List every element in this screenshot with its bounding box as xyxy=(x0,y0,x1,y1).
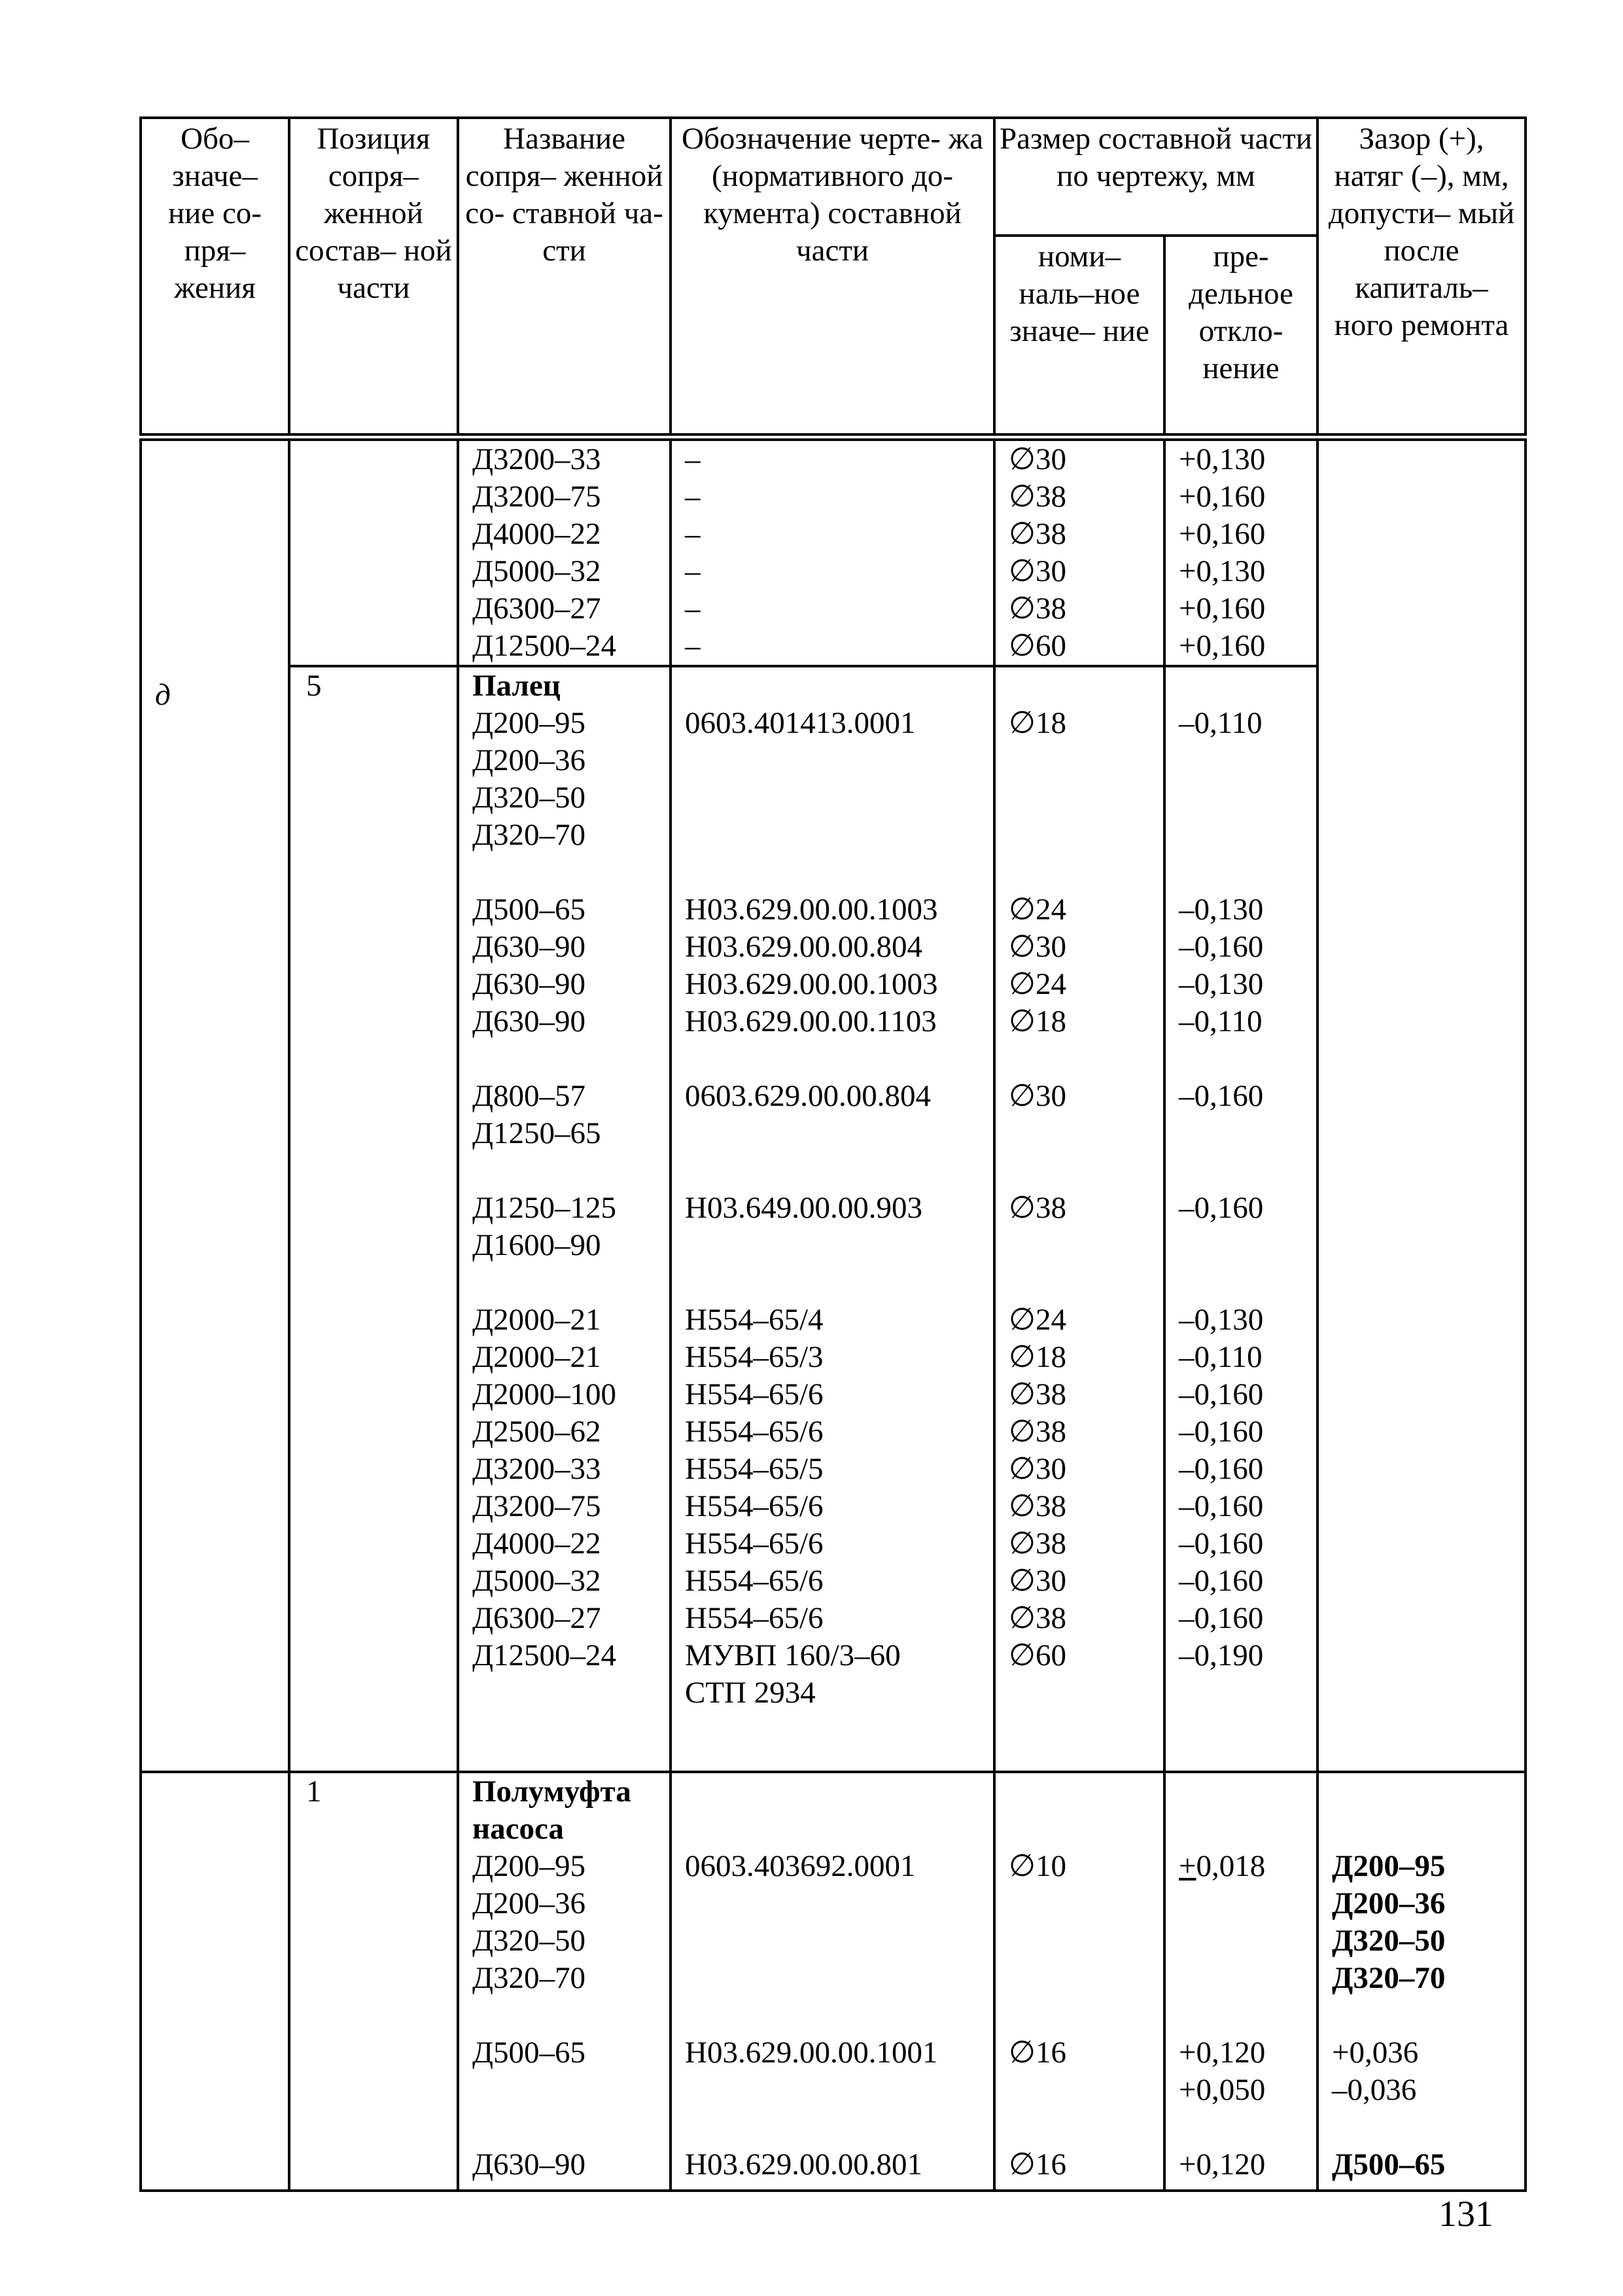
position-cell xyxy=(289,666,458,1772)
part-name: Д630–90 xyxy=(472,967,586,1001)
drawing-code: Н554–65/6 xyxy=(685,1489,824,1523)
nominal-value xyxy=(1009,2072,1150,2109)
header-clearance: Зазор (+), натяг (–), мм, допусти– мый после капиталь– ного ремонта xyxy=(1318,118,1526,437)
header-position: Позиция сопря– женной состав– ной части xyxy=(289,118,458,437)
drawing-code: 0603.629.00.00.804 xyxy=(685,1079,931,1113)
drawing-code: 0603.401413.0001 xyxy=(685,706,916,740)
deviation-value: –0,160 xyxy=(1179,930,1264,964)
part-name: Д200–95 xyxy=(472,1849,586,1883)
drawing-code: – xyxy=(685,442,701,476)
part-name: Д5000–32 xyxy=(472,554,601,588)
part-name: Д3200–75 xyxy=(472,1489,601,1523)
drawing-code: СТП 2934 xyxy=(685,1676,816,1710)
nominal-value: ∅24 xyxy=(1009,1303,1066,1337)
drawing-code xyxy=(685,742,980,779)
nominal-value: ∅30 xyxy=(1009,442,1066,476)
deviation-value: –0,160 xyxy=(1179,1377,1264,1411)
deviation-value: +0,130 xyxy=(1179,442,1266,476)
deviation-value: +0,050 xyxy=(1179,2073,1266,2107)
drawing-code: Н554–65/5 xyxy=(685,1452,824,1486)
part-name: Д200–95 xyxy=(472,706,586,740)
clearance-value: –0,036 xyxy=(1332,2073,1417,2107)
drawing-code xyxy=(685,1227,980,1264)
part-name: Д5000–32 xyxy=(472,1564,601,1598)
drawing-code xyxy=(685,854,980,891)
nominal-value: ∅24 xyxy=(1009,967,1066,1001)
drawing-code: – xyxy=(685,517,701,551)
deviation-value xyxy=(1179,1227,1303,1264)
clearance-value: Д320–50 xyxy=(1332,1924,1446,1958)
drawing-code xyxy=(685,1040,980,1078)
drawing-code xyxy=(685,779,980,817)
deviation-value xyxy=(1179,1848,1303,1885)
deviation-value xyxy=(1179,1152,1303,1190)
part-name xyxy=(472,2109,656,2146)
deviation-value xyxy=(1179,1040,1303,1078)
part-name: Д2500–62 xyxy=(472,1415,601,1449)
nominal-value xyxy=(1009,1997,1150,2034)
nominal-value xyxy=(1009,854,1150,891)
deviation-value: –0,110 xyxy=(1179,1004,1263,1038)
nominal-value: ∅38 xyxy=(1009,1415,1066,1449)
part-name: Д320–70 xyxy=(472,1961,586,1995)
header-deviation: пре- дельное откло- нение xyxy=(1164,236,1318,437)
drawing-code: Н554–65/6 xyxy=(685,1527,824,1561)
nominal-value: ∅38 xyxy=(1009,1489,1066,1523)
nominal-value xyxy=(1009,779,1150,817)
nominal-value xyxy=(1009,1152,1150,1190)
deviation-value xyxy=(1179,779,1303,817)
clearance-value: Д500–65 xyxy=(1332,2147,1446,2181)
position-cell-empty xyxy=(289,437,458,666)
clearance-value: Д320–70 xyxy=(1332,1961,1446,1995)
deviation-value-rest: 0,018 xyxy=(1196,1849,1266,1883)
drawing-code: – xyxy=(685,554,701,588)
nominal-value xyxy=(1009,1922,1150,1960)
part-name: Д6300–27 xyxy=(472,592,601,626)
drawing-code: – xyxy=(685,629,701,663)
mating-designation-cell xyxy=(141,437,289,1772)
nominal-value: ∅16 xyxy=(1009,2036,1066,2070)
deviation-value: –0,160 xyxy=(1179,1489,1264,1523)
deviation-value xyxy=(1179,742,1303,779)
part-name xyxy=(472,1997,656,2034)
drawing-code: Н554–65/6 xyxy=(685,1415,824,1449)
clearance-value: Д200–36 xyxy=(1332,1886,1446,1920)
clearance-cell-empty xyxy=(1318,437,1526,1772)
clearance-value: Д200–95 xyxy=(1332,1849,1446,1883)
drawing-code: – xyxy=(685,592,701,626)
names-cell-block3 xyxy=(458,1772,671,2191)
drawing-code: Н03.649.00.00.903 xyxy=(685,1191,922,1225)
deviation-value xyxy=(1179,1115,1303,1152)
deviation-cell-block1 xyxy=(1164,437,1318,666)
drawing-code xyxy=(685,817,980,854)
drawing-code: Н554–65/6 xyxy=(685,1377,824,1411)
nominal-value xyxy=(1009,1885,1150,1922)
deviation-value: –0,190 xyxy=(1179,1638,1264,1672)
nominal-value: ∅24 xyxy=(1009,892,1066,927)
mating-parts-table xyxy=(139,116,1527,2192)
deviation-value: –0,130 xyxy=(1179,967,1264,1001)
drawing-code: Н03.629.00.00.1003 xyxy=(685,967,938,1001)
part-name xyxy=(472,1264,656,1301)
part-name: Д4000–22 xyxy=(472,517,601,551)
mating-designation-cell-empty xyxy=(141,1772,289,2191)
deviation-value: –0,130 xyxy=(1179,1303,1264,1337)
drawing-code: – xyxy=(685,480,701,514)
clearance-value: +0,036 xyxy=(1332,2036,1419,2070)
deviation-value: –0,110 xyxy=(1179,1340,1263,1374)
drawing-code xyxy=(685,1264,980,1301)
part-name: Д800–57 xyxy=(472,1079,586,1113)
deviation-value: –0,130 xyxy=(1179,892,1264,927)
part-name: Д630–90 xyxy=(472,1004,586,1038)
part-name: Д1600–90 xyxy=(472,1228,601,1262)
drawing-code xyxy=(685,2109,980,2146)
part-name: Д630–90 xyxy=(472,930,586,964)
part-name: Д320–50 xyxy=(472,781,586,815)
nominal-value: ∅30 xyxy=(1009,554,1066,588)
nominal-value: ∅38 xyxy=(1009,517,1066,551)
position-number: 5 xyxy=(306,669,322,703)
part-name: Д12500–24 xyxy=(472,1638,617,1672)
clearance-value xyxy=(1332,2109,1511,2146)
drawing-code: 0603.403692.0001 xyxy=(685,1849,916,1883)
deviation-value xyxy=(1179,1997,1303,2034)
nominal-cell-block1 xyxy=(994,437,1164,666)
clearance-value xyxy=(1332,1997,1511,2034)
deviation-value: +0,160 xyxy=(1179,480,1266,514)
deviation-value xyxy=(1179,854,1303,891)
header-nominal: номи– наль–ное значе– ние xyxy=(994,236,1164,437)
deviation-value: –0,160 xyxy=(1179,1601,1264,1635)
nominal-value: ∅30 xyxy=(1009,1564,1066,1598)
part-name: Д12500–24 xyxy=(472,629,617,663)
deviation-value xyxy=(1179,1264,1303,1301)
mating-mark: д xyxy=(155,678,171,712)
drawings-cell-block3 xyxy=(671,1772,994,2191)
header-size: Размер составной части по чертежу, мм xyxy=(994,118,1318,236)
position-cell xyxy=(289,1772,458,2191)
deviation-value: +0,120 xyxy=(1179,2036,1266,2070)
header-mating-designation: Обо– значе– ние со- пря– жения xyxy=(141,118,289,437)
deviation-value: –0,160 xyxy=(1179,1564,1264,1598)
drawing-code: Н03.629.00.00.804 xyxy=(685,930,922,964)
deviation-value: –0,160 xyxy=(1179,1527,1264,1561)
nominal-value: ∅60 xyxy=(1009,629,1066,663)
part-name: Д2000–21 xyxy=(472,1303,601,1337)
nominal-value: ∅38 xyxy=(1009,1601,1066,1635)
part-name: Д3200–33 xyxy=(472,442,601,476)
page-number: 131 xyxy=(1439,2194,1493,2234)
drawing-code: Н554–65/6 xyxy=(685,1601,824,1635)
deviation-value: –0,110 xyxy=(1179,706,1263,740)
names-cell-block1 xyxy=(458,437,671,666)
deviation-value xyxy=(1179,2109,1303,2146)
drawing-code xyxy=(685,1885,980,1922)
names-cell-block2 xyxy=(458,666,671,1772)
drawing-code: Н554–65/6 xyxy=(685,1564,824,1598)
drawing-code xyxy=(685,1115,980,1152)
deviation-value xyxy=(1179,1960,1303,1997)
nominal-value: ∅18 xyxy=(1009,1004,1066,1038)
drawings-cell-block1 xyxy=(671,437,994,666)
deviation-value xyxy=(1179,1885,1303,1922)
deviation-value xyxy=(1179,1922,1303,1960)
nominal-value: ∅38 xyxy=(1009,1377,1066,1411)
drawing-code: Н03.629.00.00.1103 xyxy=(685,1004,937,1038)
part-name xyxy=(472,1040,656,1078)
header-drawing-designation: Обозначение черте- жа (нормативного до- кумента) составной части xyxy=(671,118,994,437)
part-name: Д2000–21 xyxy=(472,1340,601,1374)
part-name: Д1250–125 xyxy=(472,1191,617,1225)
header-part-name: Название сопря– женной со- ставной ча- сти xyxy=(458,118,671,437)
nominal-value: ∅30 xyxy=(1009,1452,1066,1486)
drawings-cell-block2 xyxy=(671,666,994,1772)
deviation-value: +0,160 xyxy=(1179,592,1266,626)
deviation-cell-block3 xyxy=(1164,1772,1318,2191)
drawing-code xyxy=(685,1960,980,1997)
deviation-value: +0,130 xyxy=(1179,554,1266,588)
nominal-value: ∅30 xyxy=(1009,930,1066,964)
drawing-code: Н554–65/3 xyxy=(685,1340,824,1374)
part-title: Полумуфта xyxy=(472,1775,631,1809)
deviation-value: +0,160 xyxy=(1179,517,1266,551)
part-name: Д2000–100 xyxy=(472,1377,617,1411)
deviation-cell-block2 xyxy=(1164,666,1318,1772)
part-name: Д500–65 xyxy=(472,892,586,927)
deviation-value xyxy=(1179,817,1303,854)
nominal-value: ∅60 xyxy=(1009,1638,1066,1672)
nominal-value xyxy=(1009,1960,1150,1997)
deviation-value: –0,160 xyxy=(1179,1079,1264,1113)
nominal-value: ∅38 xyxy=(1009,592,1066,626)
deviation-value: –0,160 xyxy=(1179,1415,1264,1449)
part-name: Д320–50 xyxy=(472,1924,586,1958)
clearance-cell-block3 xyxy=(1318,1772,1526,2191)
part-name xyxy=(472,854,656,891)
position-number: 1 xyxy=(306,1775,322,1809)
part-name: Д200–36 xyxy=(472,743,586,777)
part-name: Д320–70 xyxy=(472,818,586,852)
nominal-value: ∅18 xyxy=(1009,1340,1066,1374)
deviation-value: +0,120 xyxy=(1179,2147,1266,2181)
deviation-value: –0,160 xyxy=(1179,1452,1264,1486)
nominal-value xyxy=(1009,1115,1150,1152)
nominal-value xyxy=(1009,1040,1150,1078)
nominal-value xyxy=(1009,1227,1150,1264)
nominal-value: ∅38 xyxy=(1009,1527,1066,1561)
part-name: Д200–36 xyxy=(472,1886,586,1920)
part-name: Д630–90 xyxy=(472,2147,586,2181)
drawing-code: Н03.629.00.00.1003 xyxy=(685,892,938,927)
part-name: Д1250–65 xyxy=(472,1116,601,1150)
drawing-code: Н03.629.00.00.801 xyxy=(685,2147,922,2181)
drawing-code xyxy=(685,1922,980,1960)
nominal-value xyxy=(1009,1264,1150,1301)
drawing-code: Н03.629.00.00.1001 xyxy=(685,2036,938,2070)
part-name: Д3200–75 xyxy=(472,480,601,514)
drawing-code xyxy=(685,1997,980,2034)
part-name xyxy=(472,2072,656,2109)
nominal-value: ∅38 xyxy=(1009,480,1066,514)
nominal-cell-block2 xyxy=(994,666,1164,1772)
nominal-value: ∅30 xyxy=(1009,1079,1066,1113)
deviation-value: –0,160 xyxy=(1179,1191,1264,1225)
nominal-value: ∅18 xyxy=(1009,706,1066,740)
drawing-code: Н554–65/4 xyxy=(685,1303,824,1337)
nominal-value xyxy=(1009,817,1150,854)
nominal-value: ∅38 xyxy=(1009,1191,1066,1225)
plus-minus-sign: + xyxy=(1179,1849,1196,1883)
nominal-value: ∅10 xyxy=(1009,1849,1066,1883)
part-name xyxy=(472,1152,656,1190)
nominal-value xyxy=(1009,2109,1150,2146)
drawing-code: МУВП 160/3–60 xyxy=(685,1638,901,1672)
nominal-cell-block3 xyxy=(994,1772,1164,2191)
drawing-code xyxy=(685,1152,980,1190)
part-title: Палец xyxy=(472,669,561,703)
part-title: насоса xyxy=(472,1812,564,1846)
drawing-code xyxy=(685,2072,980,2109)
part-name: Д500–65 xyxy=(472,2036,586,2070)
part-name: Д6300–27 xyxy=(472,1601,601,1635)
nominal-value xyxy=(1009,742,1150,779)
nominal-value: ∅16 xyxy=(1009,2147,1066,2181)
deviation-value: +0,160 xyxy=(1179,629,1266,663)
part-name: Д4000–22 xyxy=(472,1527,601,1561)
part-name: Д3200–33 xyxy=(472,1452,601,1486)
